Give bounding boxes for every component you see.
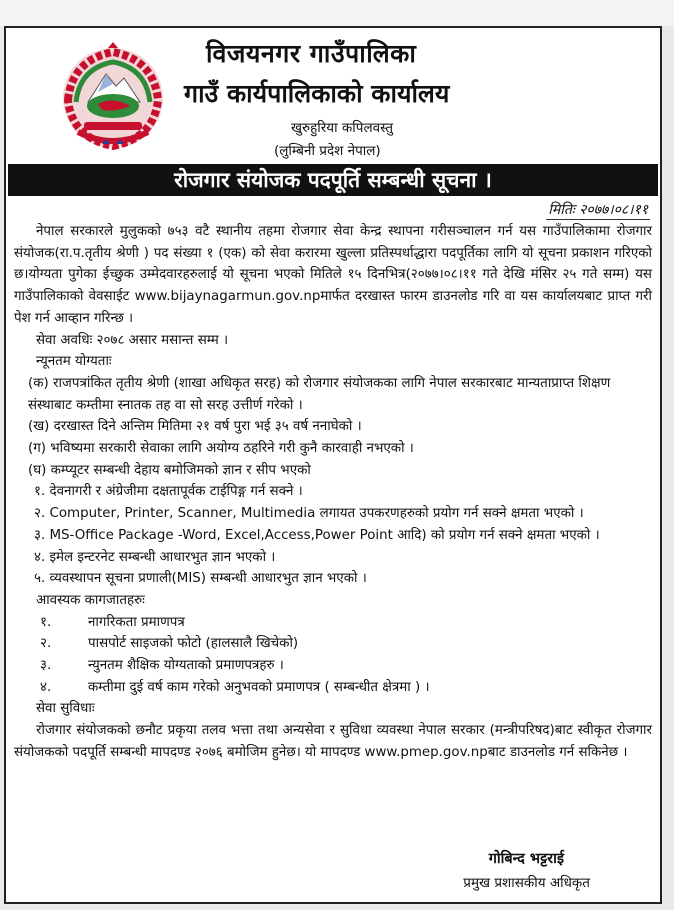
document-item [14,655,652,677]
document-item [14,612,652,634]
top-margin [0,0,674,26]
document-number: ३. [40,658,52,674]
signatory-title: प्रमुख प्रशासकीय अधिकृत [463,875,590,891]
skill-item: १. देवनागरी र अंग्रेजीमा दक्षतापूर्वक टाईपिङ्ग गर्न सक्ने । [34,484,303,500]
facility-paragraph: रोजगार संयोजकको छनौट प्रकृया तलव भत्ता तथा अन्यसेवा र सुविधा व्यवस्था नेपाल सरकार (मन्त्रीपरिषद)बाट स्वीकृत रोजगार संयोजकको पदपूर्ति सम्बन्धी मापदण्ड २०७६ बमोजिम हुनेछ। यो मापदण्ड www.pmep.gov.npबाट डाउनलोड गर्न सकिनेछ । [14,723,652,760]
qualification-item: (ग) भविष्यमा सरकारी सेवाका लागि अयोग्य ठहरिने गरी कुनै कारवाही नभएको । [28,441,414,457]
nepal-emblem-icon [58,40,168,155]
document-text: कम्तीमा दुई वर्ष काम गरेको अनुभवको प्रमाणपत्र ( सम्बन्धीत क्षेत्रमा ) । [88,679,430,695]
service-period: सेवा अवधिः २०७८ असार मसान्त सम्म । [36,332,229,348]
skill-item: ५. व्यवस्थापन सूचना प्रणाली(MIS) सम्बन्धी आधारभुत ज्ञान भएको । [34,571,367,587]
document-item [14,677,652,699]
skill-item: २. Computer, Printer, Scanner, Multimedia लगायत उपकरणहरुको प्रयोग गर्न सक्ने क्षमता भएको । [34,506,584,522]
qualification-item: (क) राजपत्रांकित तृतीय श्रेणी (शाखा अधिकृत सरह) को रोजगार संयोजकका लागि नेपाल सरकारबाट मान्यताप्राप्त शिक्षण संस्थाबाट कम्तीमा स्नातक तह वा सो सरह उत्तीर्ण गरेको । [28,375,611,413]
org-name: विजयनगर गाउँपालिका [206,39,417,68]
notice-body [14,221,652,764]
qualification-item: (घ) कम्प्यूटर सम्बन्धी देहाय बमोजिमको ज्ञान र सीप भएको [28,462,311,478]
intro-paragraph: नेपाल सरकारले मुलुकको ७५३ वटै स्थानीय तहमा रोजगार सेवा केन्द्र स्थापना गरीसञ्चालन गर्न यस गाउँपालिकामा रोजगार संयोजक(रा.प.तृतीय श्रेणी ) पद संख्या १ (एक) को सेवा करारमा खुल्ला प्रतिस्पर्धाद्धारा पदपूर्तिका लागि यो सूचना प्रकाशन गरिएको छ।योग्यता पुगेका ईच्छुक उम्मेदवारहरुलाई यो सूचना भएको मितिले १५ दिनभित्र(२०७७।०८।११ गते देखि मंसिर २५ गते सम्म) यस गाउँपालिकाको वेवसाईट www.bijaynagarmun.gov.npमार्फत दरखास्त फारम डाउनलोड गरि वा यस कार्यालयबाट प्राप्त गरी पेश गर्न आव्हान गरिन्छ । [14,224,652,326]
document-item [14,633,652,655]
min-qualification-heading: न्यूनतम योग्यताः [36,354,112,370]
address-line1: खुरुहुरिया कपिलवस्तु [291,120,394,136]
address-line2: (लुम्बिनी प्रदेश नेपाल) [274,143,381,159]
notice-title-banner: रोजगार संयोजक पदपूर्ति सम्बन्धी सूचना । [8,164,658,196]
signatory-name: गोबिन्द भट्टराई [488,851,564,867]
skill-item: ३. MS-Office Package -Word, Excel,Access,Power Point आदि) को प्रयोग गर्न सक्ने क्षमता भएको । [34,527,600,543]
qualification-item: (ख) दरखास्त दिने अन्तिम मितिमा २१ वर्ष पुरा भई ३५ वर्ष ननाघेको । [28,419,362,435]
skill-item: ४. इमेल इन्टरनेट सम्बन्धी आधारभुत ज्ञान भएको । [34,549,276,565]
document-number: ४. [40,679,52,695]
facility-heading: सेवा सुविधाः [36,701,95,717]
office-name: गाउँ कार्यपालिकाको कार्यालय [184,79,450,108]
notice-date: मितिः २०७७।०८।११ [548,202,648,218]
document-text: नागरिकता प्रमाणपत्र [88,614,185,630]
document-text: न्युनतम शैक्षिक योग्यताको प्रमाणपत्रहरु । [88,658,284,674]
document-number: १. [40,614,52,630]
document-text: पासपोर्ट साइजको फोटो (हालसालै खिचेको) [88,636,299,652]
notice-page [4,26,662,904]
document-number: २. [40,636,52,652]
documents-heading: आवस्यक कागजातहरुः [36,592,145,608]
